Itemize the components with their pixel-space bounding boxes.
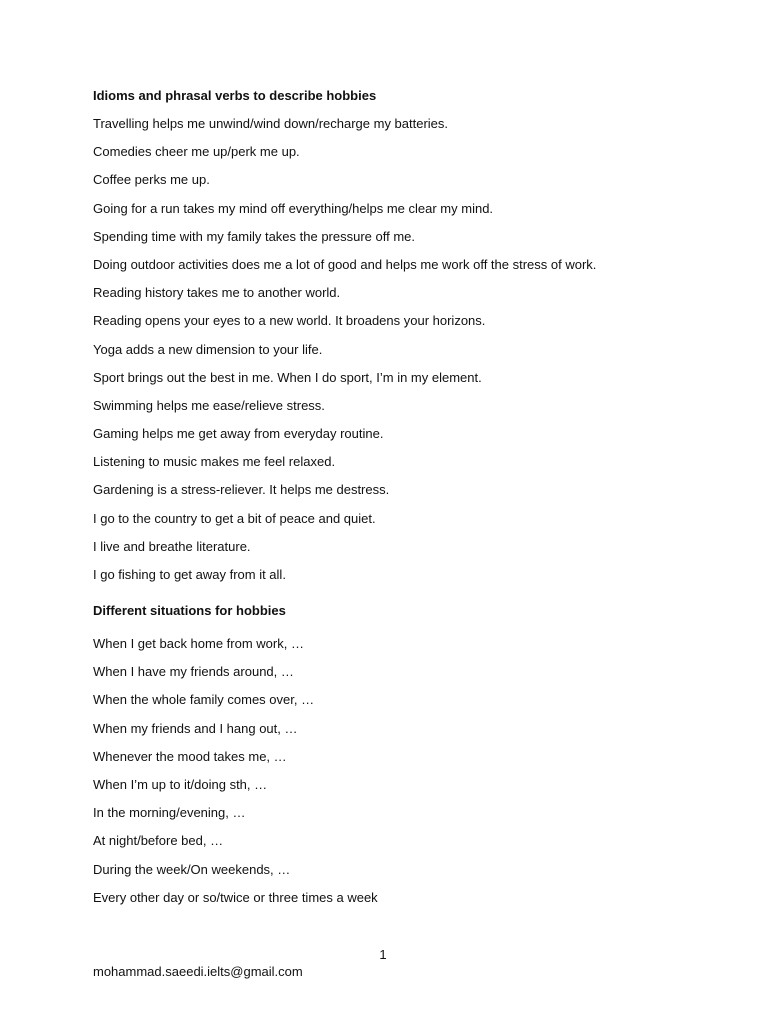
list-item: In the morning/evening, … — [93, 805, 246, 821]
list-item: Sport brings out the best in me. When I do sport, I’m in my element. — [93, 369, 482, 385]
list-item: Reading opens your eyes to a new world. It broadens your horizons. — [93, 313, 486, 329]
footer-email: mohammad.saeedi.ielts@gmail.com — [93, 964, 303, 979]
section-heading-situations: Different situations for hobbies — [93, 603, 286, 618]
list-item: When I’m up to it/doing sth, … — [93, 776, 268, 792]
list-item: When I get back home from work, … — [93, 636, 304, 651]
list-item: Listening to music makes me feel relaxed. — [93, 454, 336, 470]
list-item: I go to the country to get a bit of peace and quiet. — [93, 510, 376, 526]
list-item: Yoga adds a new dimension to your life. — [93, 341, 323, 357]
list-item: Reading history takes me to another world. — [93, 285, 341, 301]
list-item: Gardening is a stress-reliever. It helps me destress. — [93, 482, 390, 498]
list-item: Going for a run takes my mind off everything/helps me clear my mind. — [93, 200, 494, 216]
list-item: Every other day or so/twice or three times a week — [93, 889, 378, 905]
list-item: I live and breathe literature. — [93, 538, 251, 554]
list-item: When the whole family comes over, … — [93, 692, 315, 708]
idioms-list — [93, 114, 713, 585]
list-item: At night/before bed, … — [93, 833, 224, 849]
list-item: Spending time with my family takes the pressure off me. — [93, 228, 416, 244]
list-item: Comedies cheer me up/perk me up. — [93, 144, 300, 160]
list-item: Gaming helps me get away from everyday routine. — [93, 426, 384, 442]
section-heading-idioms: Idioms and phrasal verbs to describe hobbies — [93, 88, 377, 103]
situations-list — [93, 634, 713, 908]
list-item: I go fishing to get away from it all. — [93, 567, 286, 582]
page-number-text: 1 — [379, 947, 387, 962]
list-item: Travelling helps me unwind/wind down/recharge my batteries. — [93, 116, 449, 131]
list-item: Whenever the mood takes me, … — [93, 748, 287, 764]
list-item: Coffee perks me up. — [93, 172, 210, 188]
list-item: When my friends and I hang out, … — [93, 720, 298, 736]
list-item: When I have my friends around, … — [93, 664, 294, 680]
list-item: Doing outdoor activities does me a lot of good and helps me work off the stress of work. — [93, 256, 597, 272]
list-item: During the week/On weekends, … — [93, 861, 291, 877]
page-content — [93, 86, 713, 924]
list-item: Swimming helps me ease/relieve stress. — [93, 397, 325, 413]
